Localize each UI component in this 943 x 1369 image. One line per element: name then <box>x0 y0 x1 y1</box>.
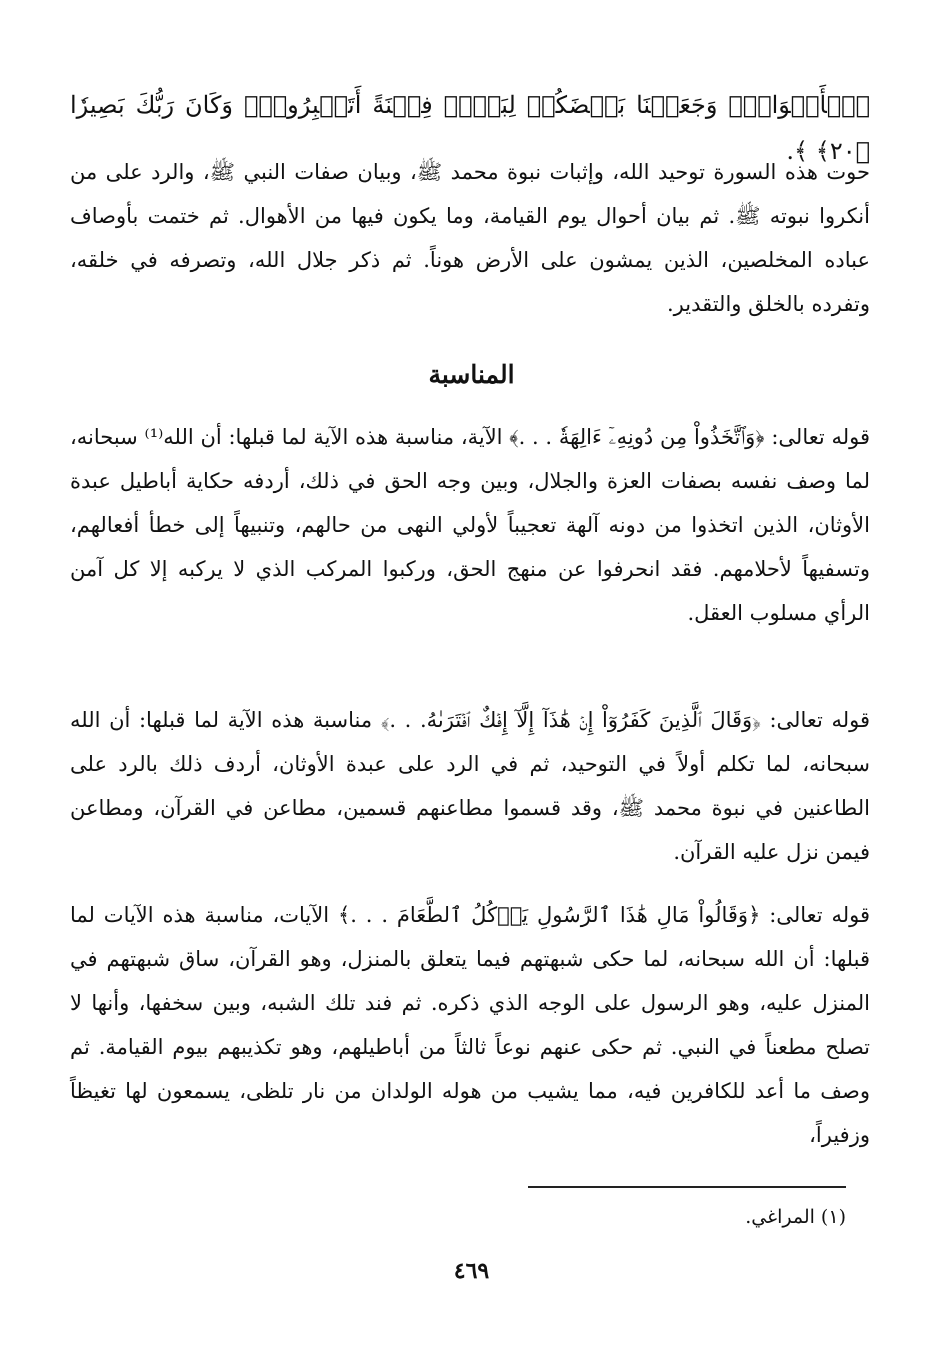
paragraph-3-text: قوله تعالى: ﴿وَقَالُواْ مَالِ هَٰذَا ٱلرَّسُولِ يَأۡكُلُ ٱلطَّعَامَ . . .﴾ الآيات، مناسبة هذه الآيات لما قبلها: أن الله سبحانه، لما حكى شبهتهم فيما يتعلق بالمنزل، وهو القرآن، ساق شبهتهم في المنزل عليه، وهو الرسول على الوجه الذي ذكره. ثم فند تلك الشبه، وبين سخفها، وأنها لا تصلح مطعناً في النبي. ثم حكى عنهم نوعاً ثالثاً من أباطيلهم، وهو تكذيبهم بيوم القيامة. ثم وصف ما أعد للكافرين فيه، مما يشيب من هوله الولدان من نار تلظى، يسمعون لها تغيظاً وزفيراً، <box>70 903 870 1147</box>
page-number: ٤٦٩ <box>453 1258 490 1284</box>
footnote-divider <box>528 1186 846 1188</box>
intro-paragraph <box>70 150 870 326</box>
section-heading: المناسبة <box>428 360 515 389</box>
paragraph-3 <box>70 893 870 1157</box>
paragraph-1 <box>70 415 870 635</box>
intro-paragraph-text: حوت هذه السورة توحيد الله، وإثبات نبوة محمد ﷺ، وبيان صفات النبي ﷺ، والرد على من أنكروا نبوته ﷺ. ثم بيان أحوال يوم القيامة، وما يكون فيها من الأهوال. ثم ختمت بأوصاف عباده المخلصين، الذين يمشون على الأرض هوناً. ثم ذكر جلال الله، وتصرفه في خلقه، وتفرده بالخلق والتقدير. <box>70 160 870 316</box>
footnote: (١) المراغي. <box>745 1206 846 1228</box>
paragraph-2 <box>70 698 870 874</box>
verse-line: ٱلۡأَسۡوَاقِۗ وَجَعَلۡنَا بَعۡضَكُمۡ لِبَعۡضٖ فِتۡنَةً أَتَصۡبِرُونَۗ وَكَانَ رَبُّكَ بَصِيرٗا ﴿٢٠﴾ ﴾. <box>70 91 870 165</box>
paragraph-2-text: قوله تعالى: ﴿وَقَالَ ٱلَّذِينَ كَفَرُوٓاْ إِنۡ هَٰذَآ إِلَّآ إِفۡكٌ ٱفۡتَرَىٰهُ. . .﴾ مناسبة هذه الآية لما قبلها: أن الله سبحانه، لما تكلم أولاً في التوحيد، ثم في الرد على عبدة الأوثان، أردف ذلك بالرد على الطاعنين في نبوة محمد ﷺ، وقد قسموا مطاعنهم قسمين، مطاعن في القرآن، ومطاعن فيمن نزل عليه القرآن. <box>70 708 870 864</box>
paragraph-1-text: قوله تعالى: ﴿وَٱتَّخَذُواْ مِن دُونِهِۦٓ ءَالِهَةٗ . . .﴾ الآية، مناسبة هذه الآية لما قبلها: أن الله⁽¹⁾ سبحانه، لما وصف نفسه بصفات العزة والجلال، وبين وجه الحق في ذلك، أردفه حكاية أباطيل عبدة الأوثان، الذين اتخذوا من دونه آلهة تعجيباً لأولي النهى من حالهم، وتنبيهاً إلى خطأ أفعالهم، وتسفيهاً لأحلامهم. فقد انحرفوا عن منهج الحق، وركبوا المركب الذي لا يركبه إلا كل آمن الرأي مسلوب العقل. <box>70 425 870 625</box>
